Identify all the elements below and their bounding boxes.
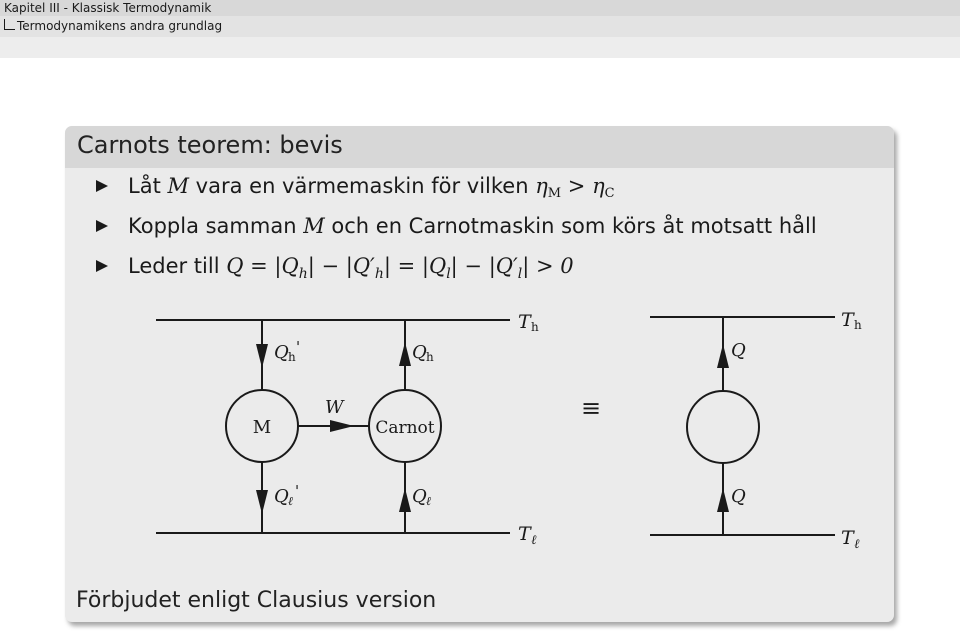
ql-label: Q bbox=[412, 486, 427, 507]
t-cold-sub: ℓ bbox=[531, 533, 537, 548]
qh-prime-label: Q bbox=[274, 342, 289, 363]
ql-prime-mark: ' bbox=[295, 482, 300, 500]
right-t-cold-label: T bbox=[841, 527, 854, 549]
header-spacer-bar bbox=[0, 37, 960, 58]
arrow-up-icon bbox=[717, 344, 729, 368]
tree-corner-icon bbox=[4, 19, 15, 30]
bullet-1: Låt M vara en värmemaskin för vilken $\eta_M > \eta_C$ bbox=[128, 174, 615, 201]
engine-diagram bbox=[140, 300, 880, 560]
section-header bbox=[0, 0, 960, 16]
qh-prime-mark: ' bbox=[296, 338, 301, 356]
right-t-hot-label: T bbox=[841, 309, 854, 331]
ql-prime-label: Q bbox=[274, 486, 289, 507]
t-hot-label: T bbox=[518, 311, 531, 333]
frame-title-bar bbox=[65, 126, 894, 168]
qh-sub: h bbox=[426, 350, 434, 364]
engine-carnot-label: Carnot bbox=[375, 418, 435, 438]
t-cold-label: T bbox=[518, 523, 531, 545]
bullet-3: Leder till $Q = |Q_h| - |Q'_h| = |Q_l| - |Q'_l| > 0$ bbox=[128, 254, 574, 282]
conclusion-text: Förbjudet enligt Clausius version bbox=[76, 588, 437, 613]
ql-sub: ℓ bbox=[426, 494, 431, 508]
qh-label: Q bbox=[412, 342, 427, 363]
right-q-top-label: Q bbox=[731, 340, 746, 361]
bullet-marker-icon bbox=[96, 220, 108, 232]
arrow-down-icon bbox=[256, 490, 268, 514]
right-t-cold-sub: ℓ bbox=[854, 537, 860, 552]
work-label: W bbox=[325, 397, 344, 418]
arrow-up-icon bbox=[399, 488, 411, 512]
bullet-marker-icon bbox=[96, 260, 108, 272]
arrow-up-icon bbox=[399, 342, 411, 366]
frame-title: Carnots teorem: bevis bbox=[77, 131, 343, 159]
bullet-2: Koppla samman M och en Carnotmaskin som körs åt motsatt håll bbox=[128, 214, 817, 238]
arrow-down-icon bbox=[256, 344, 268, 368]
subsection-header bbox=[0, 16, 960, 37]
subsection-title: Termodynamikens andra grundlag bbox=[17, 19, 223, 33]
right-t-hot-sub: h bbox=[854, 318, 862, 332]
qh-prime-sub: h bbox=[288, 350, 296, 364]
arrow-right-icon bbox=[330, 420, 354, 432]
right-engine-circle bbox=[687, 391, 759, 463]
right-q-bottom-label: Q bbox=[731, 486, 746, 507]
ql-prime-sub: ℓ bbox=[288, 494, 293, 508]
equivalence-symbol: ≡ bbox=[580, 394, 602, 422]
t-hot-sub: h bbox=[531, 320, 539, 334]
section-title: Kapitel III - Klassisk Termodynamik bbox=[4, 1, 212, 15]
arrow-up-icon bbox=[717, 488, 729, 512]
engine-m-label: M bbox=[252, 417, 272, 438]
bullet-marker-icon bbox=[96, 180, 108, 192]
